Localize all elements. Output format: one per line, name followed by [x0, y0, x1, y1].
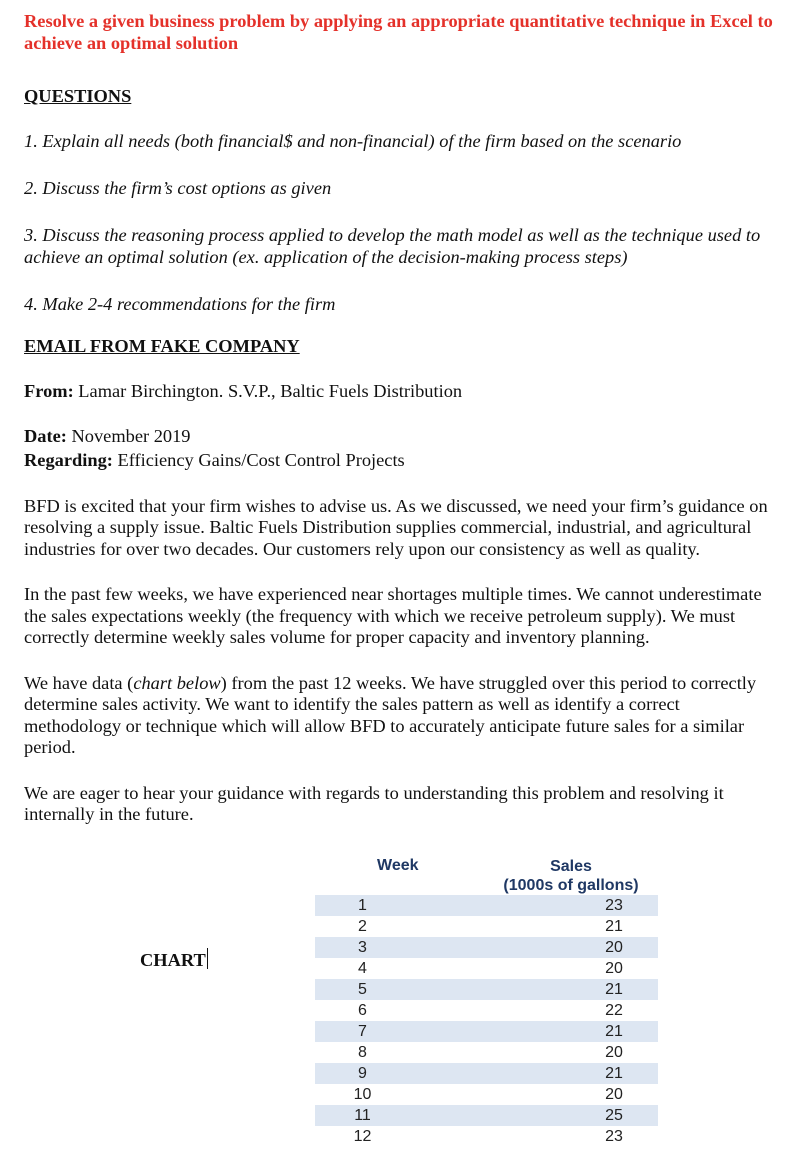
sales-cell: 20 [605, 1086, 623, 1103]
assignment-heading: Resolve a given business problem by applying an appropriate quantitative technique in Excel to achieve an optimal solution [24, 11, 773, 53]
email-from [24, 381, 776, 403]
sales-cell: 21 [605, 1023, 623, 1040]
table-row [315, 1126, 658, 1147]
sales-header-label: Sales [550, 858, 592, 875]
email-regarding [24, 450, 776, 472]
email-date [24, 426, 776, 448]
week-cell: 7 [358, 1023, 367, 1040]
week-cell: 8 [358, 1044, 367, 1061]
paragraph-1: BFD is excited that your firm wishes to advise us. As we discussed, we need your firm’s guidance on resolving a supply issue. Baltic Fuels Distribution supplies commercial, industrial, and agricultural industries for over two decades. Our customers rely upon our consistency as well as quality. [24, 495, 768, 559]
table-row [315, 1021, 658, 1042]
table-header [315, 855, 658, 895]
table-row [315, 1063, 658, 1084]
date-value: November 2019 [66, 425, 191, 446]
table-row [315, 1000, 658, 1021]
week-cell: 12 [353, 1128, 372, 1145]
date-label: Date: [24, 425, 67, 446]
table-row [315, 958, 658, 979]
question-2: 2. Discuss the firm’s cost options as given [24, 178, 332, 198]
sales-table [315, 855, 658, 1147]
sales-cell: 22 [605, 1002, 623, 1019]
sales-cell: 20 [605, 939, 623, 956]
week-cell: 9 [358, 1065, 367, 1082]
paragraph-3-end: ) from the past 12 weeks. We have struggled over this period to correctly determine sales activity. We want to identify the sales pattern as well as identify a correct methodology or technique which will allow BFD to accurately anticipate future sales for a similar period. [24, 672, 757, 757]
week-cell: 3 [358, 939, 367, 956]
paragraph-3 [24, 673, 776, 759]
sales-cell: 21 [605, 1065, 623, 1082]
paragraph-3-start: We have data ( [24, 672, 134, 693]
week-cell: 11 [354, 1107, 371, 1124]
sales-cell: 25 [605, 1107, 623, 1124]
table-row [315, 1084, 658, 1105]
chart-label-text: CHART [140, 950, 206, 970]
table-row [315, 895, 658, 916]
sales-cell: 20 [605, 960, 623, 977]
table-row [315, 979, 658, 1000]
sales-cell: 21 [605, 918, 623, 935]
sales-cell: 20 [605, 1044, 623, 1061]
questions-title: QUESTIONS [24, 86, 132, 106]
table-row [315, 916, 658, 937]
table-row [315, 1042, 658, 1063]
sales-cell: 23 [605, 1128, 623, 1145]
question-1: 1. Explain all needs (both financial$ and non-financial) of the firm based on the scenario [24, 131, 682, 151]
paragraph-4: We are eager to hear your guidance with regards to understanding this problem and resolving it internally in the future. [24, 782, 724, 824]
question-3: 3. Discuss the reasoning process applied to develop the math model as well as the technique used to achieve an optimal solution (ex. application of the decision-making process steps) [24, 225, 761, 267]
sales-header-unit: (1000s of gallons) [503, 877, 639, 894]
table-body [315, 895, 658, 1147]
regarding-label: Regarding: [24, 450, 113, 470]
table-row [315, 1105, 658, 1126]
week-cell: 1 [358, 897, 367, 914]
week-column-header: Week [377, 857, 419, 874]
week-cell: 6 [358, 1002, 367, 1019]
email-title: EMAIL FROM FAKE COMPANY [24, 336, 300, 356]
sales-cell: 21 [605, 981, 623, 998]
document [24, 10, 776, 826]
week-cell: 5 [358, 981, 367, 998]
sales-cell: 23 [605, 897, 623, 914]
paragraph-2: In the past few weeks, we have experienced near shortages multiple times. We cannot underestimate the sales expectations weekly (the frequency with which we receive petroleum supply). We must correctly determine weekly sales volume for proper capacity and inventory planning. [24, 584, 762, 647]
week-cell: 10 [353, 1086, 372, 1103]
table-row [315, 937, 658, 958]
week-cell: 2 [358, 918, 367, 935]
from-value: Lamar Birchington. S.V.P., Baltic Fuels Distribution [73, 381, 463, 401]
week-cell: 4 [358, 960, 367, 977]
paragraph-3-italic: chart below [133, 672, 221, 693]
chart-placeholder [140, 948, 208, 971]
question-4: 4. Make 2-4 recommendations for the firm [24, 294, 336, 314]
from-label: From: [24, 381, 74, 401]
sales-column-header [501, 857, 641, 895]
text-cursor [207, 948, 209, 969]
regarding-value: Efficiency Gains/Cost Control Projects [112, 450, 405, 470]
